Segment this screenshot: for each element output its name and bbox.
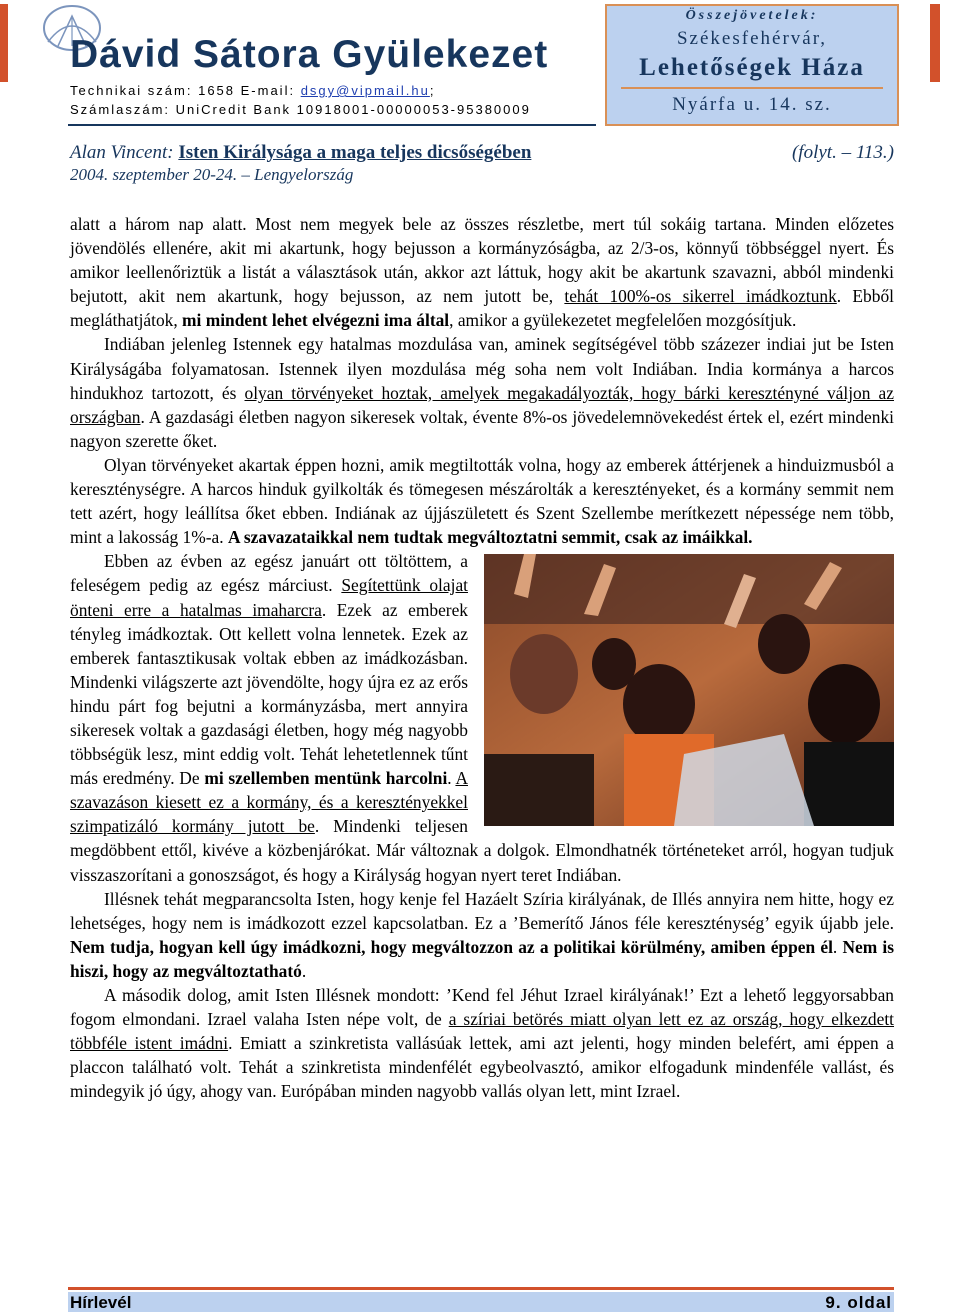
email-link[interactable]: dsgy@vipmail.hu [300,83,430,98]
meeting-address: Nyárfa u. 14. sz. [672,94,832,115]
footer-divider [68,1287,894,1290]
underlined-text: tehát 100%-os sikerrel imádkoztunk [564,286,837,307]
header-divider [68,124,596,126]
text-run: . Mindenki teljesen megdöbbent ettől, kivéve a közbenjárókat. Már változnak a dolgok. Elmondhatnék történeteket arról, hogyan tudjuk visszaszorítani a gonoszságot, és hogy a Királyság hogyan nyert teret Indiában. [70,816,894,885]
footer-newsletter-label: Hírlevél [70,1293,132,1312]
article-body [70,212,894,1103]
paragraph-1 [70,212,894,332]
organization-title: Dávid Sátora Gyülekezet [70,33,549,76]
text-run: Illésnek tehát megparancsolta Isten, hogy kenje fel Hazáelt Szíria királyának, de Illés annyira nem hitte, hogy ez lehetséges, hogy nem is imádkozott ezzel kapcsolatban. Ez a ’Bemerítő János féle kereszténység’ egyik újabb jele. [70,888,894,933]
meeting-kicker: Összejövetelek: [685,8,819,23]
article-author: Alan Vincent: [70,142,179,163]
underlined-text: A szavazáson kiesett ez a kormány, és a keresztényekkel szimpatizáló kormány jutott be [70,768,468,837]
underlined-text: olyan törvényeket hoztak, amelyek megakadályozták, hogy bárki keresztényné váljon az országban [70,382,894,427]
text-run: . Ezek az emberek tényleg imádkoztak. Ott kellett volna lennetek. Ezek az emberek fantasztikusak voltak ebben az imádkozásban. Mindenki világszerte azt jövendölte, hogy újra ez az erős hindu párt fog bejutni a kormányzásba, mert annyira sikeresek voltak a gazdasági életben, hogy még nagyobb többségük lesz, mint eddig volt. Tehát lehetetlennek tűnt más eredmény. De [70,599,469,789]
bold-text: mi mindent lehet elvégezni ima által [182,310,450,331]
article-date [70,165,353,185]
footer-page-number: 9. oldal [825,1293,892,1312]
text-run: alatt a három nap alatt. Most nem megyek bele az összes részletbe, mert túl sokáig tartana. Minden előzetes jövendölés ellenére, akit mi akartunk, hogy bejusson a kormányzóságba, az 2/3-os, könnyű többséggel nyert. És amikor leellenőriztük a listát a választások után, akkor azt láttuk, hogy akit be akartunk szavazni, abból mindenki bejutott, akit nem akartunk, hogy bejusson, az nem jutott be, [70,214,894,307]
contact-separator: ; [429,83,436,98]
text-run: . [447,768,456,789]
paragraph-5 [70,887,894,983]
tech-number-label: Technikai szám: 1658 E-mail: [70,83,301,98]
contact-line [70,83,436,98]
article-date-text: 2004. szeptember 20-24. [70,165,242,184]
text-run: Indiában jelenleg Istennek egy hatalmas mozdulása van, aminek segítségével több százezer indiai jut be Isten Királyságába folyamatosan. Istennek ilyen mozdulása még soha nem volt Indiában. India kormánya a harcos hindukhoz tartozott, és [70,334,894,403]
bold-text: Nem tudja, hogyan kell úgy imádkozni, hogy megváltozzon az a politikai körülmény, amiben éppen él [70,936,833,957]
bold-text: mi szellemben mentünk harcolni [204,768,448,789]
meeting-info-box [605,4,899,126]
text-run: . Emiatt a szinkretista vallásúak lettek, ami azt jelenti, hogy minden belefért, ami éppen a placcon található volt. Tehát a szinkretista mindenfélét egybeolvasztó, amikor elfogadunk mindenféle vallást, és mindegyik jó úgy, ahogy van. Európában minden nagyobb vallás olyan lett, mint Izrael. [70,1033,895,1102]
paragraph-2 [70,332,894,452]
text-run: . [301,960,307,981]
bold-text: Nem is hiszi, hogy az megváltoztatható [70,936,894,981]
text-run: , amikor a gyülekezetet megfelelően mozgósítjuk. [449,310,797,331]
paragraph-3 [70,453,894,549]
text-run: . [832,936,843,957]
text-run: Olyan törvényeket akartak éppen hozni, amik megtiltották volna, hogy az emberek áttérjenek a hinduizmusból a kereszténységre. A harcos hinduk gyilkolták és tömegesen mészárolták a keresztényeket, és a kormány semmit nem tett azért, hogy leállítsa őket ebben. Indiának az újjászületett és Szent Szellembe merítkezett népessége nem több, mint a lakosság 1%-a. [70,454,894,548]
paragraph-6 [70,983,894,1103]
meeting-venue: Lehetőségek Háza [639,54,865,81]
underlined-text: Segítettünk olajat önteni erre a hatalmas imaharcra [70,575,468,620]
text-run: . Ebből megláthatjátok, [70,286,894,331]
meeting-city: Székesfehérvár, [676,28,828,49]
bold-text: A szavazataikkal nem tudtak megváltoztatni semmit, csak az imáikkal. [227,527,753,548]
article-location: – Lengyelország [241,165,354,184]
header-accent-bar-left [0,4,8,82]
article-title: Isten Királysága a maga teljes dicsőségében [178,142,532,163]
underlined-text: a szíriai betörés miatt olyan lett ez az ország, hogy elkezdett többféle istent imádni [70,1009,895,1054]
text-run: . A gazdasági életben nagyon sikeresek voltak, évente 8%-os jövedelemnövekedést értek el, ezért mindenki nagyon szerette őket. [70,406,894,451]
article-continuation: (folyt. – 113.) [791,142,894,163]
worship-crowd-photo [484,554,894,826]
text-run: A második dolog, amit Isten Illésnek mondott: ’Kend fel Jéhut Izrael királyának!’ Ezt a lehető leggyorsabban fogom elmondani. Izrael valaha Isten népe volt, de [70,985,894,1030]
article-heading [70,142,894,164]
text-run: Ebben az évben az egész januárt ott töltöttem, a feleségem pedig az egész márciust. [70,551,468,596]
bank-account-line: Számlaszám: UniCredit Bank 10918001-00000053-95380009 [70,102,531,117]
meeting-box-divider [621,87,883,89]
header-accent-bar-right [930,4,940,82]
footer-band [68,1292,894,1312]
